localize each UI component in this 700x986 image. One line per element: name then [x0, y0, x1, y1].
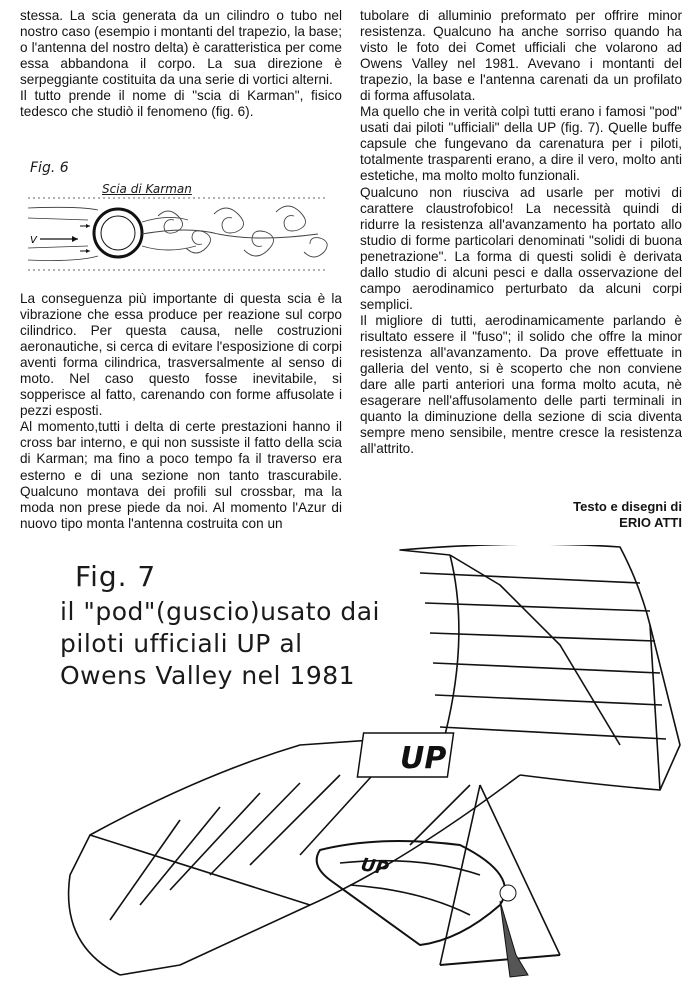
- fig7-caption-line-2: piloti ufficiali UP al: [60, 629, 303, 658]
- fig7-label: Fig. 7: [75, 560, 157, 593]
- left-column-bottom: [20, 291, 342, 532]
- right-paragraph-2: Ma quello che in verità colpì tutti erano i famosi "pod" usati dai piloti "ufficiali" della UP (fig. 7). Quelle buffe capsule che fungevano da carenatura per i piloti, totalmente trasparenti erano, a dire il vero, molto anti estetiche, ma molto molto funzionali.: [360, 104, 682, 184]
- fig7-caption-line-3: Owens Valley nel 1981: [60, 661, 356, 690]
- right-paragraph-3: Qualcuno non riusciva ad usarle per motivi di carattere claustrofobico! La necessità quindi di ridurre la resistenza all'avanzamento ha portato allo studio di forme particolari denominati "solidi di buona penetrazione". La forma di questi solidi è derivata dallo studio di alcuni pesci e dalla osservazione del campo aerodinamico perturbato da alcuni corpi semplici.: [360, 184, 682, 312]
- fig7-caption-line-1: il "pod"(guscio)usato dai: [60, 597, 380, 626]
- fig7-caption: [60, 596, 380, 692]
- left-paragraph-3: La conseguenza più importante di questa scia è la vibrazione che essa produce per reazione sul corpo cilindrico. Per questa causa, nelle costruzioni aeronautiche, si cerca di evitare l'esposizione di corpi aventi forma cilindrica, trasversalmente al senso di moto. Nel caso questo fosse inevitabile, si sopperisce al fatto, carenando con forme affusolate i pezzi esposti.: [20, 291, 342, 419]
- up-sail-logo: [357, 733, 453, 777]
- left-paragraph-4: Al momento,tutti i delta di certe prestazioni hanno il cross bar interno, e qui non sussiste il fatto della scia di Karman; ma fino a poco tempo fa il traverso era esterno e di una sezione non tanto trascurabile. Qualcuno montava dei profili sul crossbar, ma la moda non prese piede da noi. Al momento l'Azur di nuovo tipo monta l'antenna costruita con un: [20, 419, 342, 531]
- credits-line-1: Testo e disegni di: [573, 499, 682, 514]
- credits-author-name: ERIO ATTI: [619, 515, 682, 530]
- right-paragraph-4: Il migliore di tutti, aerodinamicamente parlando è risultato essere il "fuso"; il solido che offre la minor resistenza all'avanzamento. Da prove effettuate in galleria del vento, si è scoperto che non conviene dare alle parti anteriori una forma molto acuta, nè esagerare nell'affusolamento delle parti terminali in quanto la diminuzione della sezione di scia diventa sempre meno sensibile, mentre cresce la resistenza all'attrito.: [360, 312, 682, 457]
- left-paragraph-2: Il tutto prende il nome di "scia di Karman", fisico tedesco che studiò il fenomeno (fig. 6).: [20, 88, 342, 120]
- up-pod-logo: UP: [359, 854, 391, 880]
- left-paragraph-1: stessa. La scia generata da un cilindro o tubo nel nostro caso (esempio i montanti del trapezio, la base; o l'antenna del nostro delta) è caratteristica per come essa abbandona il corpo. La sua direzione è serpeggiante costituita da una serie di vortici alterni.: [20, 8, 342, 88]
- left-column-top: [20, 8, 342, 120]
- fig6-title: Scia di Karman: [102, 182, 192, 196]
- fig6-label: Fig. 6: [30, 160, 69, 176]
- right-paragraph-1: tubolare di alluminio preformato per offrire minor resistenza. Qualcuno ha anche sorriso quando ha visto le foto dei Comet ufficiali che volarono ad Owens Valley nel 1981. Avevano i montanti del trapezio, la base e l'antenna carenati da un profilato di forma affusolata.: [360, 8, 682, 104]
- author-credits: [573, 499, 682, 531]
- velocity-label: V: [30, 235, 37, 246]
- right-column: [360, 8, 682, 457]
- svg-text:UP: UP: [400, 741, 447, 776]
